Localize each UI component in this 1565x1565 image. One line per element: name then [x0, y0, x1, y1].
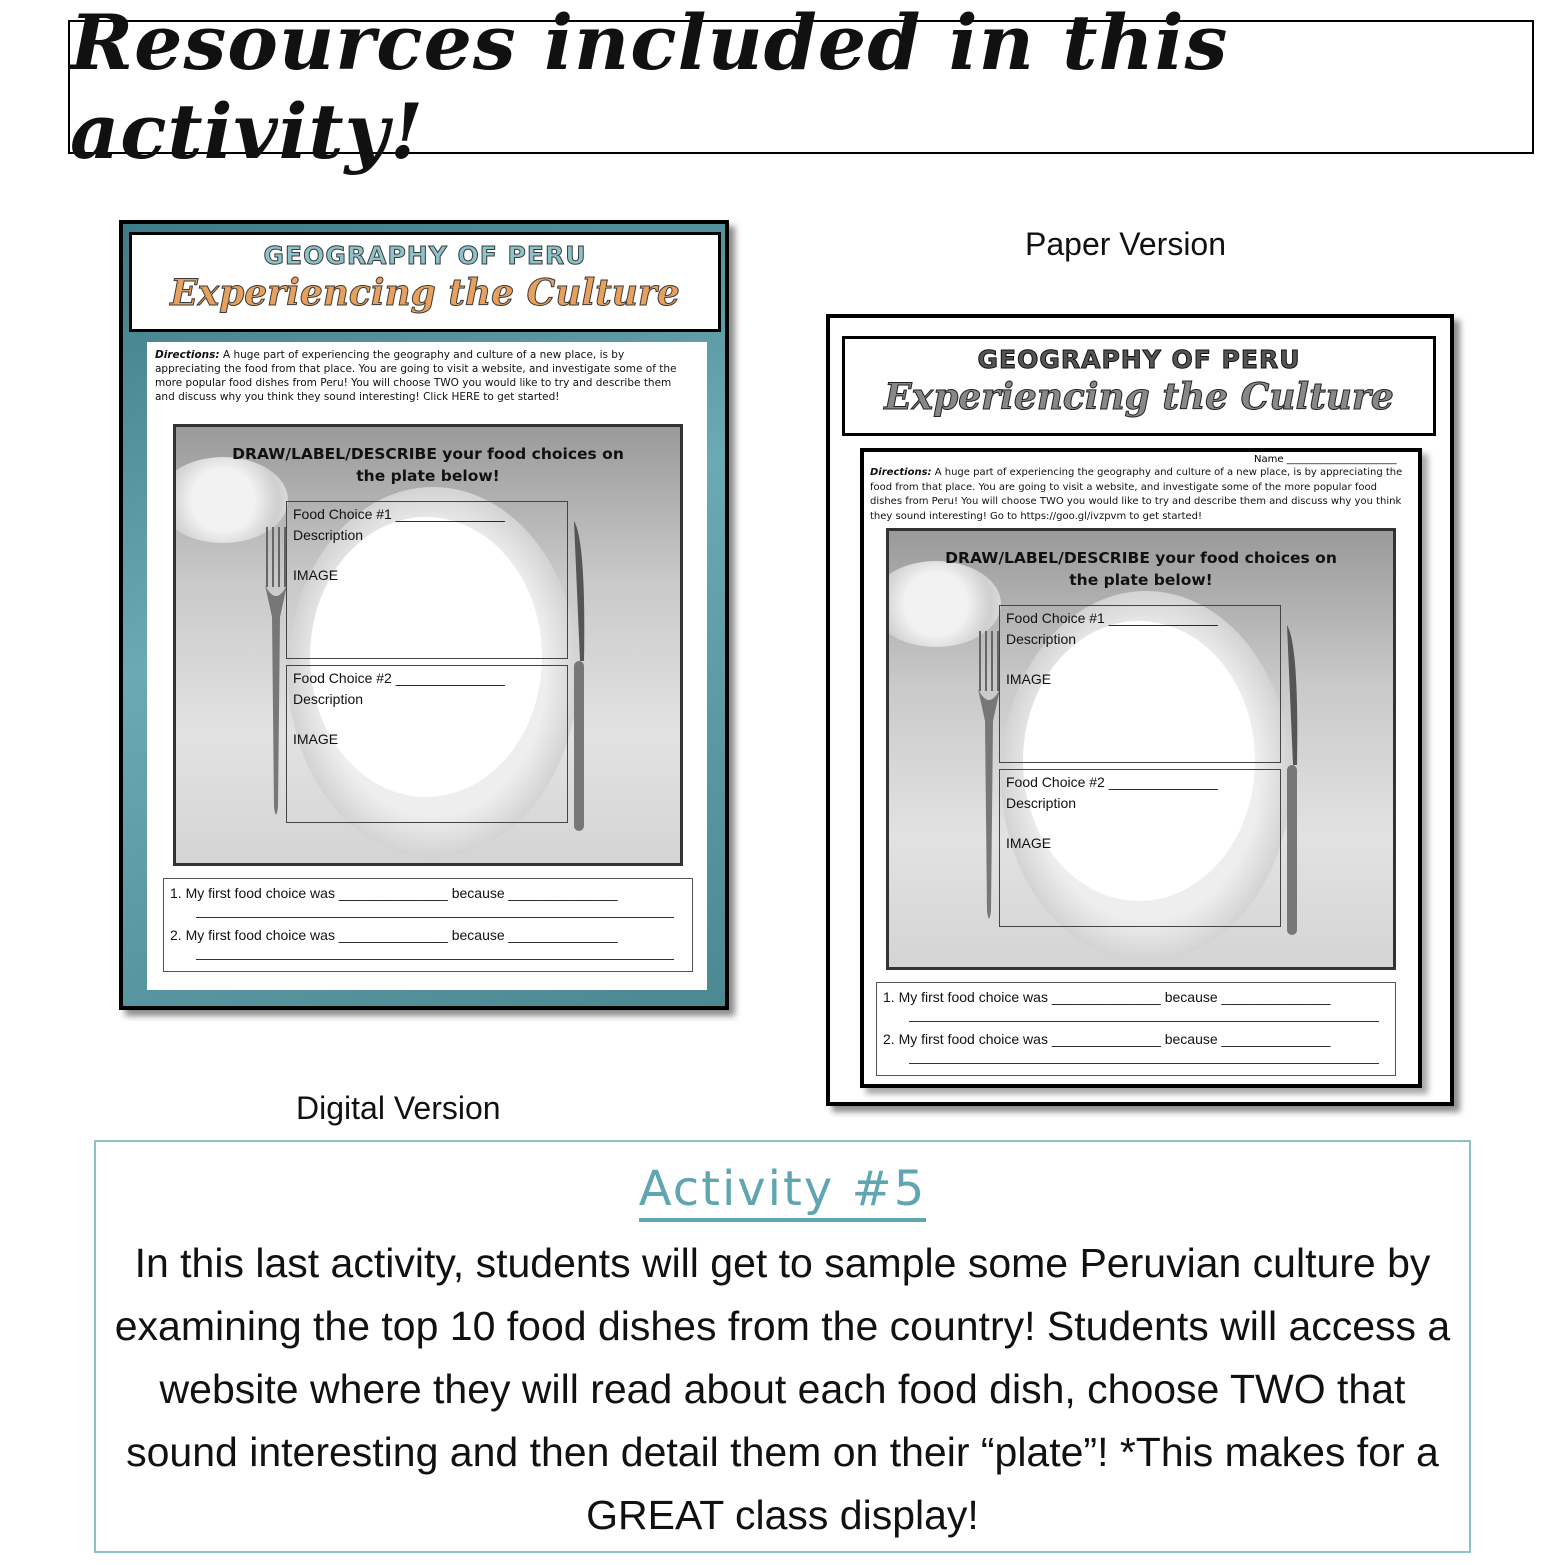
description-label: Description — [1006, 631, 1077, 647]
answer-row-2[interactable]: 2. My first food choice was ______________ because ______________ — [883, 1031, 1331, 1047]
name-field[interactable]: Name ______________________ — [1254, 454, 1397, 465]
food-choice-2-label: Food Choice #2 ______________ — [293, 670, 505, 686]
paper-worksheet — [826, 314, 1454, 1106]
plate-title-line1: DRAW/LABEL/DESCRIBE your food choices on — [232, 445, 624, 463]
knife-icon — [1279, 625, 1303, 945]
answer-row-2[interactable]: 2. My first food choice was ______________ because ______________ — [170, 927, 618, 943]
banner-title: Resources included in this activity! — [70, 0, 1229, 176]
paper-plate-title — [889, 547, 1393, 591]
image-label: IMAGE — [1006, 671, 1052, 687]
answer-row-1[interactable]: 1. My first food choice was ______________ because ______________ — [883, 989, 1331, 1005]
activity-description: In this last activity, students will get to sample some Peruvian culture by examining the top 10 food dishes from the country! Students will access a website where they will read about each food dish, choose TWO that sound interesting and then detail them on their “plate”! *This makes for a GREAT class display! — [114, 1240, 1451, 1538]
image-label: IMAGE — [1006, 835, 1052, 851]
digital-subtitle: Experiencing the Culture — [170, 272, 680, 314]
digital-header — [129, 232, 721, 332]
directions-text: A huge part of experiencing the geography and culture of a new place, is by appreciating the food from that place. You are going to visit a website, and investigate some of the more popular food dishes from Peru! You will choose TWO you would like to try and describe them and discuss why you think they sound interesting! Click HERE to get started! — [155, 349, 677, 403]
digital-food-choice-1[interactable] — [286, 501, 568, 659]
digital-title: GEOGRAPHY OF PERU — [263, 241, 587, 270]
description-label: Description — [1006, 795, 1077, 811]
paper-page — [860, 448, 1422, 1088]
paper-food-choice-2[interactable] — [999, 769, 1281, 927]
answer-line — [196, 917, 674, 918]
answer-line — [196, 959, 674, 960]
description-label: Description — [293, 527, 364, 543]
plate-title-line1: DRAW/LABEL/DESCRIBE your food choices on — [945, 549, 1337, 567]
paper-subtitle: Experiencing the Culture — [884, 376, 1394, 418]
activity-title: Activity #5 — [639, 1160, 927, 1222]
directions-text: A huge part of experiencing the geography and culture of a new place, is by appreciating the food from that place. You are going to visit a website, and investigate some of the more popular food dishes from Peru! You will choose TWO you would like to try and describe them and discuss why you think they sound interesting! Go to https://goo.gl/ivzpvm to get started! — [870, 467, 1403, 522]
description-label: Description — [293, 691, 364, 707]
food-choice-2-label: Food Choice #2 ______________ — [1006, 774, 1218, 790]
directions-label: Directions: — [155, 349, 220, 361]
plate-title-line2: the plate below! — [356, 467, 500, 485]
directions-label: Directions: — [870, 467, 932, 478]
digital-page — [147, 342, 707, 990]
resources-banner — [68, 0, 1534, 176]
paper-directions — [870, 466, 1410, 524]
digital-food-choice-2[interactable] — [286, 665, 568, 823]
digital-plate-area — [173, 424, 683, 866]
answer-row-1[interactable]: 1. My first food choice was ______________ because ______________ — [170, 885, 618, 901]
image-label: IMAGE — [293, 567, 339, 583]
paper-version-label: Paper Version — [1025, 226, 1227, 262]
digital-directions — [155, 348, 685, 404]
answer-line — [909, 1021, 1379, 1022]
knife-icon — [566, 521, 590, 841]
digital-plate-title — [176, 443, 680, 487]
plate-title-line2: the plate below! — [1069, 571, 1213, 589]
paper-header — [842, 336, 1436, 436]
image-label: IMAGE — [293, 731, 339, 747]
answer-line — [909, 1063, 1379, 1064]
digital-version-label: Digital Version — [296, 1090, 501, 1126]
paper-title: GEOGRAPHY OF PERU — [977, 345, 1301, 374]
food-choice-1-label: Food Choice #1 ______________ — [293, 506, 505, 522]
activity-box — [94, 1140, 1471, 1553]
paper-food-choice-1[interactable] — [999, 605, 1281, 763]
digital-answers — [163, 878, 693, 972]
food-choice-1-label: Food Choice #1 ______________ — [1006, 610, 1218, 626]
digital-worksheet — [119, 220, 729, 1010]
paper-plate-area — [886, 528, 1396, 970]
paper-answers — [876, 982, 1396, 1076]
